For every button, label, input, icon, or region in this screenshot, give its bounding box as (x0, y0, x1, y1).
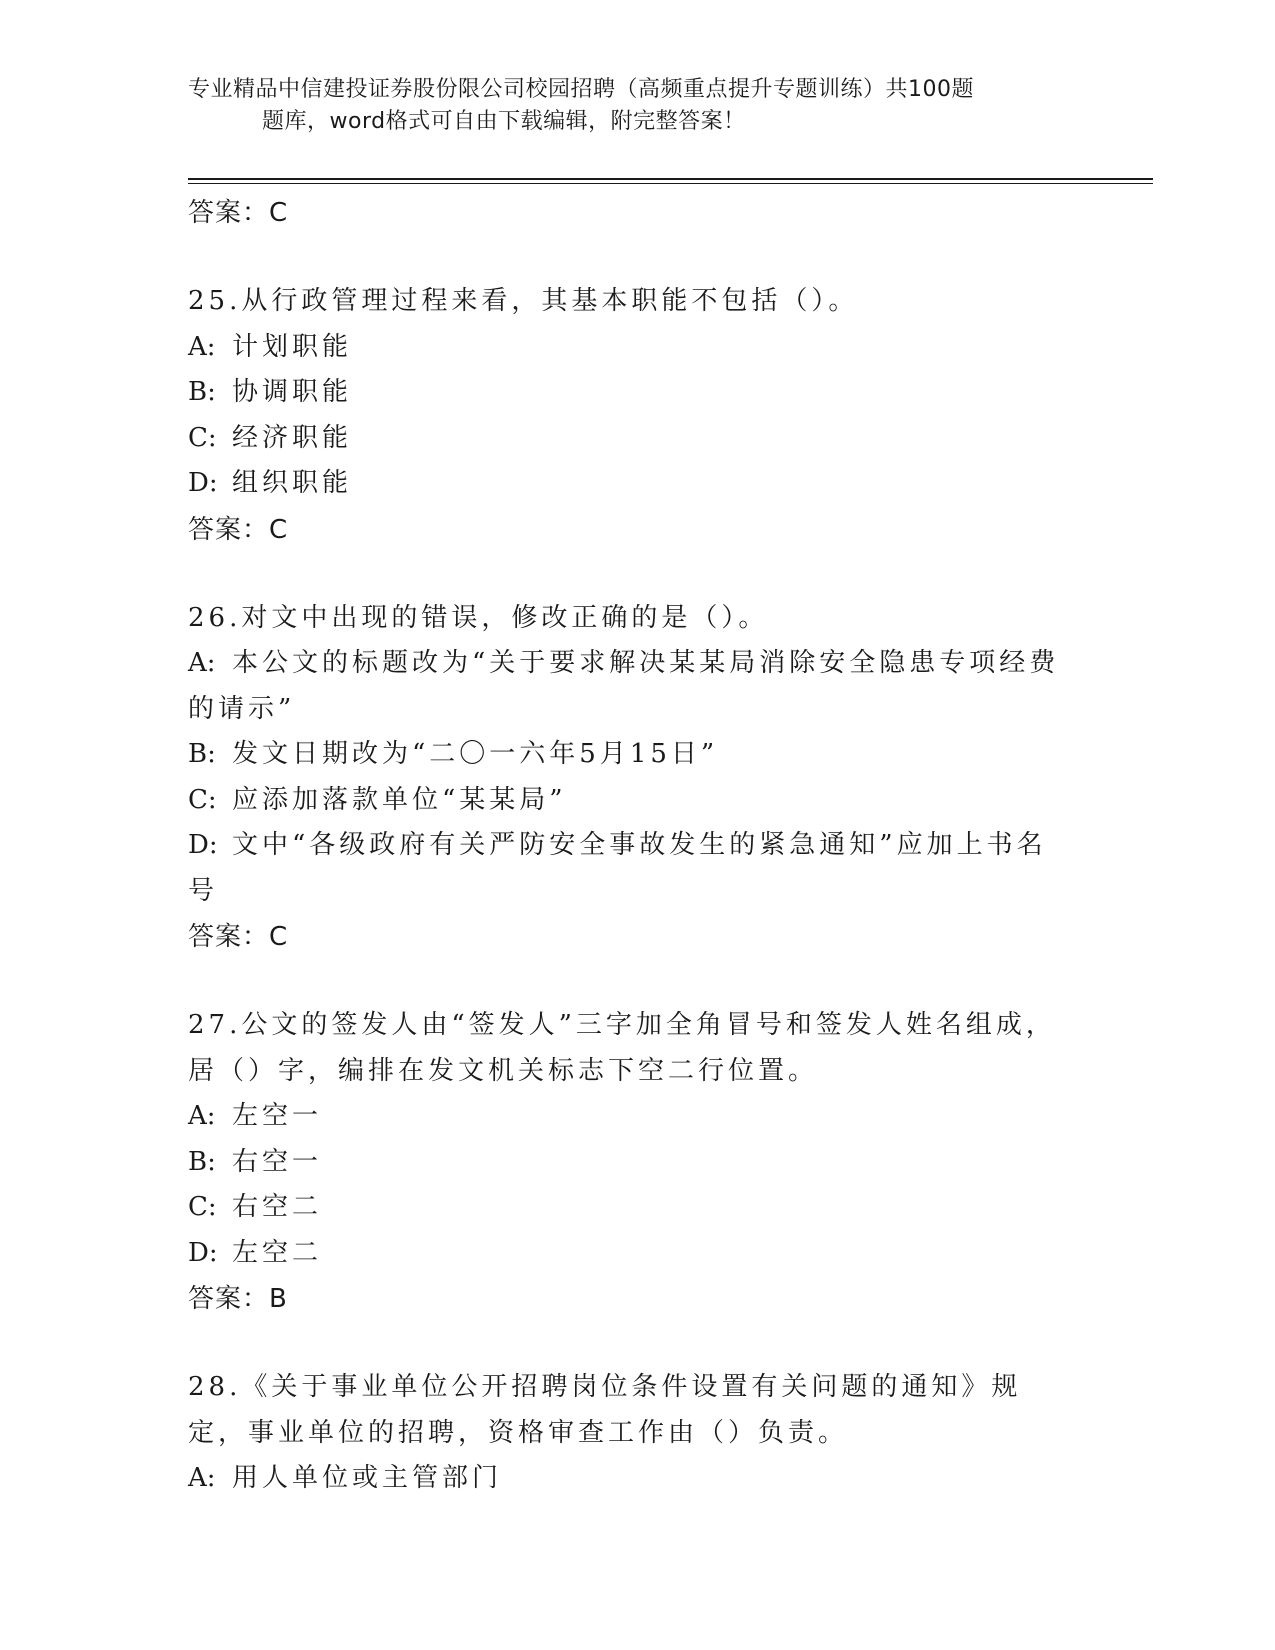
option-label: B: (188, 739, 216, 769)
answer-text: 答案：C (188, 198, 289, 228)
option-label: B: (188, 377, 216, 407)
option-d (188, 461, 1068, 507)
question-block (188, 596, 1068, 961)
question-text: 28.《关于事业单位公开招聘岗位条件设置有关问题的通知》规定，事业单位的招聘，资格审查工作由（）负责。 (188, 1372, 1022, 1448)
spacer (188, 960, 1068, 1003)
answer-text: 答案：C (188, 922, 289, 952)
option-a (188, 325, 1068, 371)
header-title-line-2: 题库，word格式可自由下载编辑，附完整答案！ (262, 109, 746, 134)
option-text: 用人单位或主管部门 (232, 1463, 503, 1493)
option-text: 左空一 (232, 1101, 323, 1131)
option-c (188, 778, 1068, 824)
header-title-line-1: 专业精品中信建投证券股份限公司校园招聘（高频重点提升专题训练）共100题 (188, 77, 974, 102)
option-label: C: (188, 1192, 217, 1222)
option-b (188, 370, 1068, 416)
question-block (188, 1365, 1068, 1502)
option-text: 应添加落款单位“某某局” (232, 784, 567, 815)
option-label: A: (188, 648, 216, 678)
option-b (188, 732, 1068, 778)
option-b (188, 1140, 1068, 1186)
option-c (188, 416, 1068, 462)
option-label: A: (188, 1463, 216, 1493)
question-text: 25.从行政管理过程来看，其基本职能不包括（）。 (188, 286, 859, 316)
option-text: 右空一 (232, 1146, 323, 1177)
question-list (188, 190, 1068, 1502)
option-label: B: (188, 1146, 216, 1177)
option-label: D: (188, 830, 218, 860)
option-label: C: (188, 784, 217, 815)
option-label: D: (188, 468, 218, 498)
question-block (188, 279, 1068, 553)
question-text: 27.公文的签发人由“签发人”三字加全角冒号和签发人姓名组成，居（）字，编排在发文机关标志下空二行位置。 (188, 1010, 1056, 1086)
answer-text: 答案：B (188, 1284, 288, 1314)
option-d (188, 823, 1068, 914)
option-label: A: (188, 331, 216, 362)
option-d (188, 1231, 1068, 1277)
option-a (188, 1456, 1068, 1502)
option-text: 文中“各级政府有关严防安全事故发生的紧急通知”应加上书名号 (188, 830, 1047, 906)
option-text: 左空二 (232, 1237, 323, 1268)
header-rule-thick (188, 178, 1153, 180)
option-text: 协调职能 (232, 377, 353, 407)
question-block (188, 1003, 1068, 1322)
option-a (188, 641, 1068, 732)
option-text: 组织职能 (232, 468, 353, 498)
option-text: 经济职能 (232, 422, 353, 453)
option-text: 右空二 (232, 1192, 323, 1222)
option-label: D: (188, 1237, 218, 1268)
spacer (188, 236, 1068, 279)
spacer (188, 553, 1068, 596)
option-text: 本公文的标题改为“关于要求解决某某局消除安全隐患专项经费的请示” (188, 648, 1060, 724)
option-text: 发文日期改为“二〇一六年5月15日” (232, 739, 719, 769)
option-a (188, 1094, 1068, 1140)
option-c (188, 1185, 1068, 1231)
option-text: 计划职能 (232, 331, 353, 362)
option-label: C: (188, 422, 217, 453)
page-header (188, 74, 1068, 138)
answer-text: 答案：C (188, 514, 289, 545)
option-label: A: (188, 1101, 216, 1131)
header-rule-thin (188, 183, 1153, 184)
spacer (188, 1322, 1068, 1365)
question-text: 26.对文中出现的错误，修改正确的是（）。 (188, 602, 769, 633)
